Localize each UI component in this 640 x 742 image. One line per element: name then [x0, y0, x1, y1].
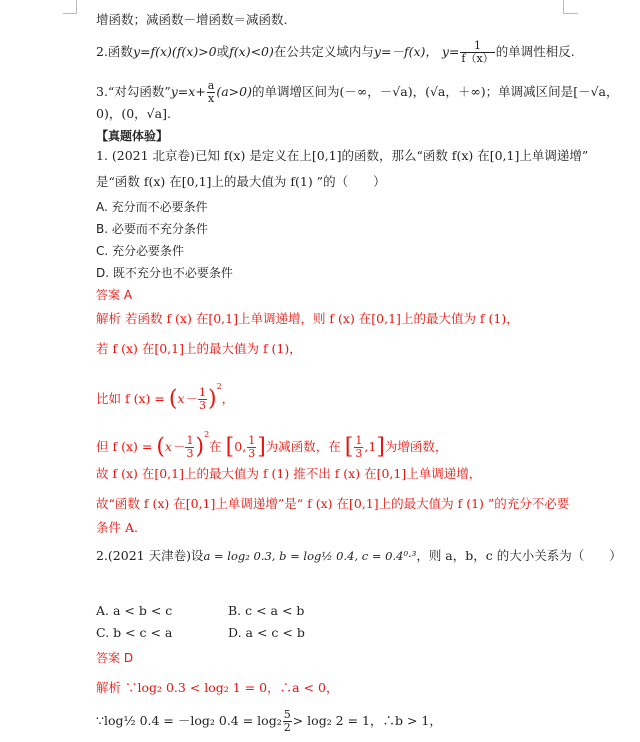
- q1-option-b: B. 必要而不充分条件: [96, 222, 208, 236]
- q1-example-fraction: [198, 387, 207, 412]
- q2-analysis-2-num: 5: [283, 708, 291, 721]
- q1-int1-frac-num: 1: [248, 434, 256, 447]
- q1-but-inc: 为增函数，: [384, 439, 448, 454]
- q1-but-label: 但 f (x) =: [96, 439, 153, 454]
- q1-int2-rbracket: ]: [376, 434, 385, 460]
- q1-but-frac-den: 3: [186, 447, 194, 460]
- q1-analysis-5: 故 f (x) 在[0,1]上的最大值为 f (1) 推不出 f (x) 在[0,1]上单调递增，: [96, 466, 482, 481]
- note-3-line-2: 0)，(0，√a].: [96, 106, 171, 121]
- q1-but-dec: 为减函数，在: [265, 439, 341, 454]
- q1-int1-frac-den: 3: [248, 447, 256, 460]
- note-3: [96, 80, 618, 105]
- crop-mark-left: [76, 0, 77, 14]
- q2-option-a: A. a < b < c: [96, 603, 173, 618]
- note-2-cond-b: f(x)<0): [229, 44, 274, 59]
- q2-analysis-2-a: ∵log½ 0.4 = －log₂ 0.4 = log₂: [96, 713, 282, 728]
- q1-analysis-4: [96, 420, 448, 460]
- q1-int2-hi: ,1: [364, 439, 377, 454]
- q1-analysis-7: 条件 A.: [96, 520, 138, 535]
- note-2: [96, 40, 575, 65]
- note-2-neg: y=－f(x)，: [373, 44, 438, 59]
- q1-but-expr: x－: [164, 439, 185, 454]
- q1-example-frac-num: 1: [198, 386, 206, 399]
- q1-option-c: C. 充分必要条件: [96, 244, 185, 258]
- note-3-dec-label: 单调减区间是: [498, 84, 574, 99]
- section-title: 【真题体验】: [96, 129, 169, 143]
- note-2-cond-a: y=f(x)(f(x)>0: [132, 44, 217, 59]
- q1-but-exp: 2: [204, 430, 210, 439]
- q2-analysis-2: [96, 706, 442, 736]
- note-3-mid: 的单调增区间为: [251, 84, 340, 99]
- q2-analysis-2-den: 2: [283, 721, 291, 734]
- q2-analysis-1-text: 解析 ∵log₂ 0.3 < log₂ 1 = 0，∴a < 0，: [96, 680, 339, 695]
- note-3-func: y=x+: [170, 84, 206, 99]
- q1-int1-fraction: [247, 435, 256, 460]
- note-3-cond: (a>0): [216, 84, 252, 99]
- q1-int2-frac-num: 1: [355, 434, 363, 447]
- note-2-suffix: 的单调性相反.: [495, 44, 575, 59]
- q2-line-1: [96, 548, 622, 564]
- q1-analysis-1: 解析 若函数 f (x) 在[0,1]上单调递增，则 f (x) 在[0,1]上的最大值为 f (1)，: [96, 311, 519, 326]
- q1-analysis-2: 若 f (x) 在[0,1]上的最大值为 f (1)，: [96, 341, 302, 356]
- q1-int2-fraction: [354, 435, 363, 460]
- q1-example-lparen: (: [168, 386, 178, 412]
- q2-analysis-1: [96, 680, 338, 696]
- q1-example-label: 比如 f (x) =: [96, 391, 165, 406]
- q1-example-frac-den: 3: [198, 399, 206, 412]
- note-2-mid: 在公共定义域内与: [273, 44, 374, 59]
- q2-option-d: D. a < c < b: [228, 625, 305, 640]
- note-2-fraction: [460, 40, 494, 65]
- q1-example-tail: ，: [221, 391, 235, 406]
- q1-but-rparen: ): [195, 434, 205, 460]
- q2-analysis-2-b: > log₂ 2 = 1，∴b > 1，: [292, 713, 442, 728]
- q1-answer: 答案 A: [96, 288, 133, 302]
- note-2-y-eq: y=: [441, 44, 460, 59]
- q2-prefix: 2.(2021 天津卷)设: [96, 548, 204, 563]
- q2-suffix: ，则 a，b，c 的大小关系为（ ）: [416, 548, 622, 563]
- note-3-prefix: 3.“对勾函数”: [96, 84, 171, 99]
- note-2-or: 或: [216, 44, 230, 59]
- q1-example-expr: x－: [177, 391, 197, 406]
- q2-analysis-2-fraction: [283, 709, 292, 734]
- q1-option-a: A. 充分而不必要条件: [96, 200, 208, 214]
- note-3-fraction: [207, 80, 216, 105]
- q1-example-rparen: ): [207, 386, 217, 412]
- q2-option-b: B. c < a < b: [228, 603, 305, 618]
- q1-analysis-6: 故“函数 f (x) 在[0,1]上单调递增”是“ f (x) 在[0,1]上的最大值为 f (1) ”的充分不必要: [96, 496, 570, 511]
- q1-but-lparen: (: [156, 434, 165, 460]
- q1-int1-rbracket: ]: [257, 434, 266, 460]
- note-2-prefix: 2.函数: [96, 44, 133, 59]
- q1-line-2: 是“函数 f(x) 在[0,1]上的最大值为 f(1) ”的（ ）: [96, 174, 386, 189]
- q2-answer: 答案 D: [96, 651, 134, 665]
- q1-line-1: 1. (2021 北京卷)已知 f(x) 是定义在上[0,1]的函数，那么“函数 f(x) 在[0,1]上单调递增”: [96, 148, 589, 163]
- crop-mark-right: [563, 0, 564, 14]
- q1-but-fraction: [185, 435, 194, 460]
- note-2-frac-num: 1: [460, 40, 494, 53]
- q1-int2-frac-den: 3: [355, 447, 363, 460]
- note-3-frac-den: x: [207, 92, 215, 105]
- q2-expr: a = log₂ 0.3, b = log½ 0.4, c = 0.4⁰·³: [203, 549, 417, 563]
- header-text: 增函数；减函数－增函数＝减函数.: [96, 12, 288, 27]
- q1-but-in: 在: [209, 439, 222, 454]
- note-3-frac-num: a: [207, 79, 215, 92]
- q1-example-exp: 2: [216, 382, 222, 391]
- q1-int1-lbracket: [: [225, 434, 235, 460]
- note-3-intervals-inc: (－∞，－√a)，(√a，＋∞)；: [339, 84, 499, 99]
- q1-int1-lo: 0,: [234, 439, 247, 454]
- note-2-frac-den: f（x）: [461, 52, 494, 65]
- q1-analysis-3: [96, 372, 235, 412]
- q1-int2-lbracket: [: [344, 434, 354, 460]
- q2-option-c: C. b < c < a: [96, 625, 173, 640]
- q1-option-d: D. 既不充分也不必要条件: [96, 266, 233, 280]
- q1-but-frac-num: 1: [186, 434, 194, 447]
- note-3-dec-1: [－√a，: [573, 84, 619, 99]
